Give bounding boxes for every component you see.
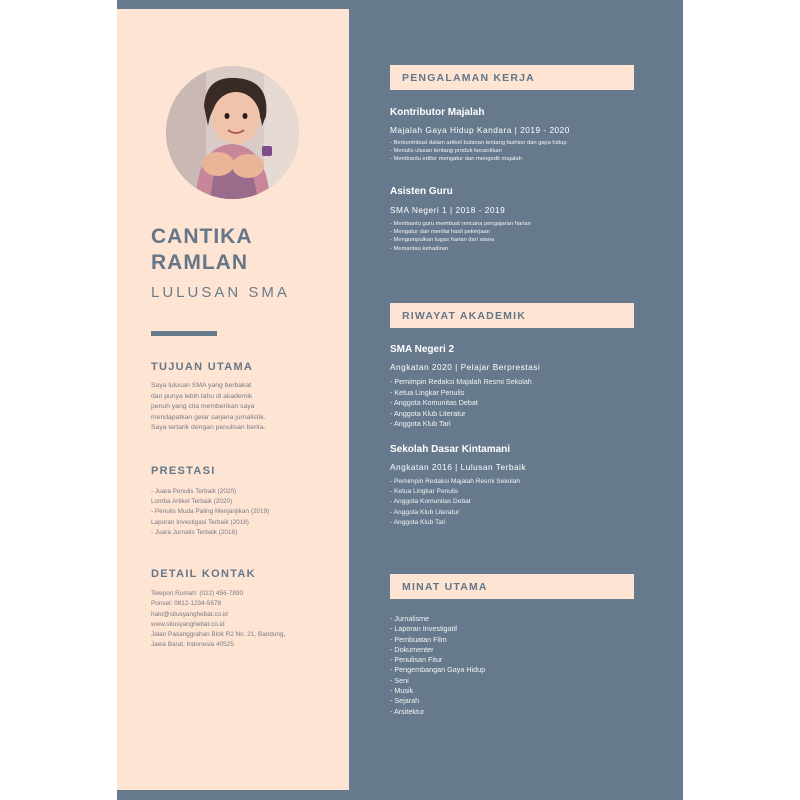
kontak-heading: DETAIL KONTAK (151, 568, 256, 580)
minat-banner (390, 574, 634, 599)
job-bullet: - Membantu editor mengatur dan mengedit majalah (390, 156, 522, 163)
minat-item: - Arsitektur (390, 706, 425, 716)
kontak-address: Jalan Pasanggrahan Blok R2 No. 21, Bandung, (151, 631, 286, 639)
minat-heading: MINAT UTAMA (402, 581, 488, 593)
school-sub-1: Angkatan 2020 | Pelajar Berprestasi (390, 362, 541, 372)
kontak-address: Jawa Barat, Indonesia 40525 (151, 641, 234, 649)
section-divider (151, 331, 217, 336)
school-bullet: - Anggota Klub Tari (390, 518, 446, 526)
school-bullet: - Pemimpin Redaksi Majalah Resmi Sekolah (390, 377, 532, 386)
school-bullet: - Anggota Komunitas Debat (390, 498, 471, 506)
school-bullet: - Anggota Klub Tari (390, 419, 451, 428)
school-bullet: - Ketua Lingkar Penulis (390, 488, 459, 496)
minat-item: - Musik (390, 686, 414, 696)
kontak-phone-home: Telepon Rumah: (022) 456-7890 (151, 590, 244, 597)
prestasi-heading: PRESTASI (151, 465, 216, 477)
minat-item: - Seni (390, 675, 409, 685)
job-sub-1: Majalah Gaya Hidup Kandara | 2019 - 2020 (390, 125, 570, 135)
kontak-email: halo@situsyanghebat.co.id (151, 610, 228, 618)
kontak-mobile: Ponsel: 0812-1234-5678 (151, 600, 221, 608)
minat-item: - Pengembangan Gaya Hidup (390, 665, 486, 675)
job-sub-2: SMA Negeri 1 | 2018 - 2019 (390, 205, 506, 215)
school-sub-2: Angkatan 2016 | Lulusan Terbaik (390, 462, 527, 472)
prestasi-list (151, 487, 316, 538)
minat-item: - Jurnalisme (390, 614, 430, 623)
school-bullet: - Anggota Klub Literatur (390, 508, 460, 516)
kontak-website: www.situsyanghebat.co.id (151, 620, 225, 628)
minat-item: - Dokumenter (390, 644, 434, 654)
job-bullet: - Memantau kehadiran (390, 245, 448, 252)
job-title: LULUSAN SMA (151, 284, 290, 301)
school-bullet: - Anggota Komunitas Debat (390, 398, 478, 407)
prestasi-item: - Penulis Muda Paling Menjanjikan (2019) (151, 508, 270, 516)
prestasi-item: Laporan Investigasi Terbaik (2018) (151, 518, 249, 526)
minat-item: - Penulisan Fitur (390, 655, 443, 665)
job-bullet: - Mengumpulkan tugas harian dari siswa (390, 237, 495, 244)
tujuan-line: Saya lulusan SMA yang berbakat (151, 382, 252, 389)
job-bullet: - Membantu guru membuat rencana pengajaran harian (390, 221, 531, 227)
tujuan-line: dan punya lebih tahu di akademik (151, 392, 253, 400)
school-bullet: - Pemimpin Redaksi Majalah Resmi Sekolah (390, 478, 521, 485)
name-first: CANTIKA (151, 225, 253, 248)
job-bullets-2 (390, 220, 640, 253)
job-title-1: Kontributor Majalah (390, 107, 485, 118)
minat-list (390, 614, 640, 717)
minat-item: - Laporan Investigatif (390, 624, 458, 634)
kontak-list (151, 589, 316, 651)
job-bullet: - Mengatur dan menilai hasil pekerjaan (390, 229, 490, 236)
job-bullets-1 (390, 139, 640, 164)
tujuan-line: Saya tertarik dengan penulisan berita. (151, 424, 266, 431)
job-bullet: - Berkontribusi dalam artikel bulanan tentang fashion dan gaya hidup (390, 140, 567, 146)
pengalaman-banner (390, 65, 634, 90)
tujuan-line: mendapatkan gelar sarjana jurnalistik. (151, 413, 266, 421)
name-last: RAMLAN (151, 251, 248, 274)
akademik-heading: RIWAYAT AKADEMIK (402, 310, 527, 322)
job-bullet: - Menulis ulasan tentang produk kecantikan (390, 148, 502, 155)
school-title-2: Sekolah Dasar Kintamani (390, 444, 511, 455)
school-bullet: - Anggota Klub Literatur (390, 408, 466, 418)
pengalaman-heading: PENGALAMAN KERJA (402, 72, 535, 84)
tujuan-line: penuh yang cita memberikan saya (151, 403, 255, 410)
prestasi-item: Lomba Artikel Terbaik (2020) (151, 498, 233, 506)
school-bullets-2 (390, 477, 640, 528)
akademik-banner (390, 303, 634, 328)
minat-item: - Sejarah (390, 696, 420, 706)
prestasi-item: - Juara Penulis Terbaik (2020) (151, 488, 237, 495)
job-title-2: Asisten Guru (390, 186, 453, 197)
tujuan-heading: TUJUAN UTAMA (151, 361, 254, 373)
school-title-1: SMA Negeri 2 (390, 344, 455, 355)
minat-item: - Pembuatan Film (390, 634, 447, 644)
school-bullet: - Ketua Lingkar Penulis (390, 387, 465, 397)
prestasi-item: - Juara Jurnalis Terbaik (2016) (151, 528, 238, 536)
profile-photo (166, 66, 299, 199)
tujuan-text (151, 381, 316, 434)
child-portrait-image (166, 66, 299, 199)
school-bullets-1 (390, 377, 640, 430)
